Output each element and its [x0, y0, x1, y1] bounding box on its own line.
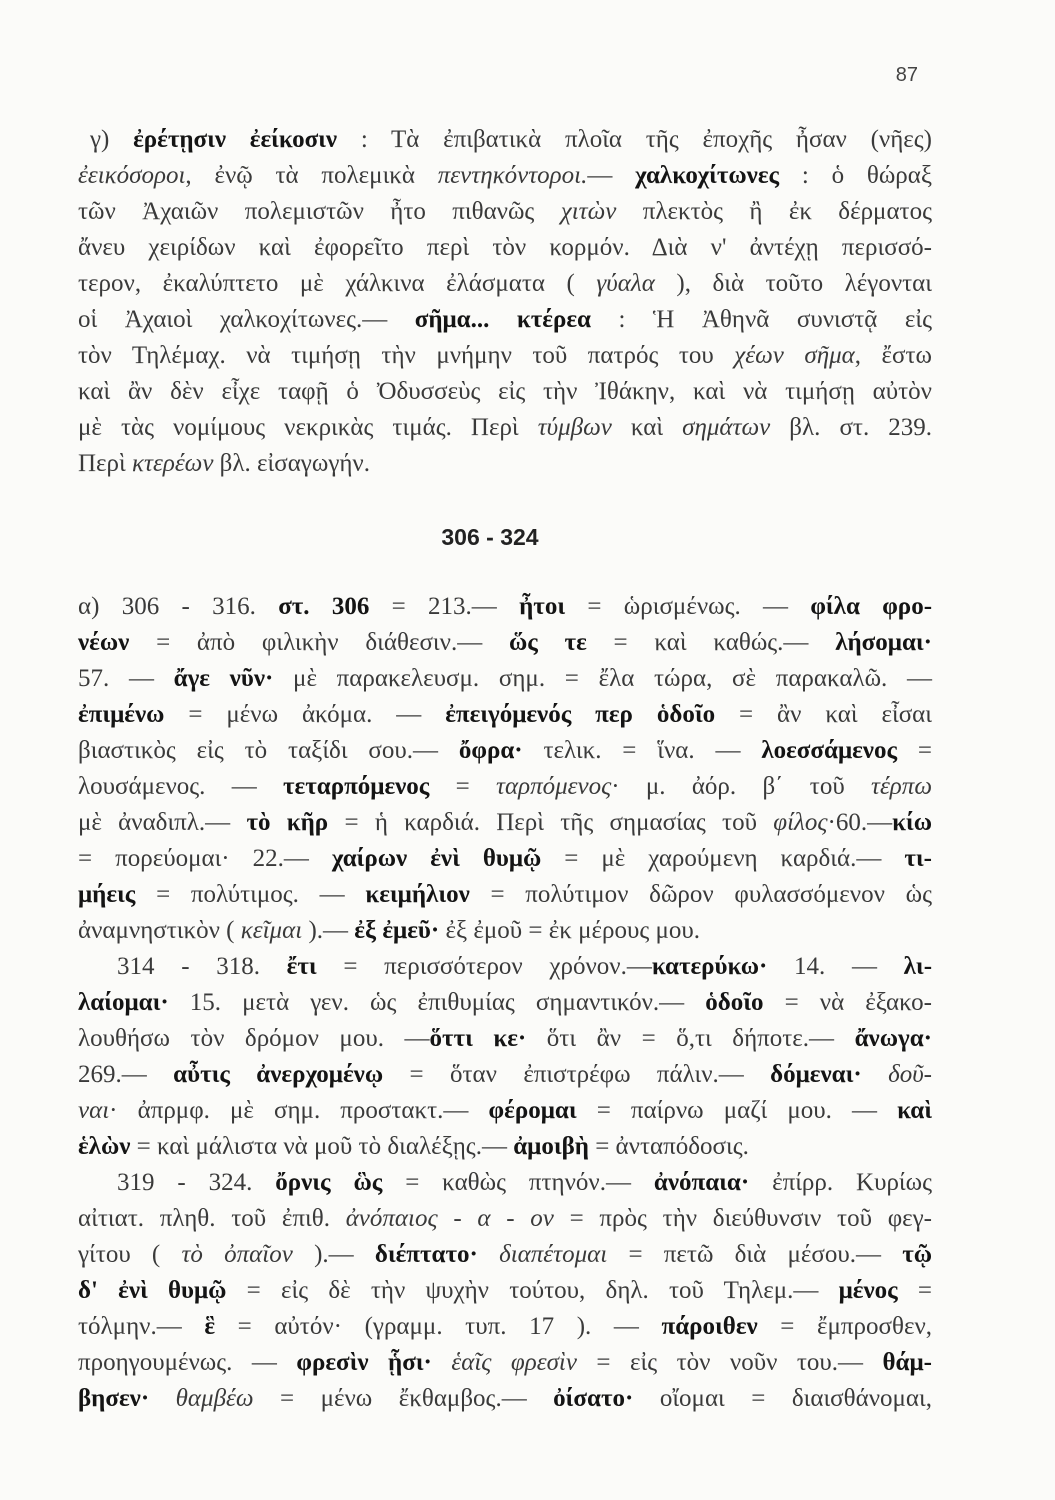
text-run: : Τὰ ἐπιβατικὰ πλοῖα τῆς ἐποχῆς ἦσαν (νῆες) — [337, 126, 932, 153]
text-run: = καθὼς πτηνόν.— — [382, 1169, 654, 1196]
text-line — [78, 446, 932, 482]
text-run: : Ἡ Ἀθηνᾶ συνιστᾷ εἰς — [590, 306, 932, 333]
headword: βησεν· — [78, 1385, 150, 1412]
headword: φέρομαι — [488, 1097, 577, 1124]
headword: δ' ἐνὶ θυμῷ — [78, 1277, 227, 1304]
text-run: βιαστικὸς εἰς τὸ ταξίδι σου.— — [78, 737, 459, 764]
headword: μήεις — [78, 881, 136, 908]
text-run: ἀναμνηστικὸν ( — [78, 917, 241, 944]
text-line — [78, 769, 932, 805]
headword: φίλα φρο- — [810, 593, 933, 620]
headword: τι- — [904, 845, 932, 872]
text-run: = μένω ἔκθαμβος.— — [253, 1385, 554, 1412]
italic-term: ἑαῖς φρεσὶν — [451, 1349, 577, 1376]
headword: σῆμα... κτέρεα — [414, 306, 591, 333]
text-run: — — [587, 162, 636, 189]
headword: λοεσσάμενος — [761, 737, 898, 764]
text-run: = ἡ καρδιά. Περὶ τῆς σημασίας τοῦ — [328, 809, 774, 836]
text-line — [78, 949, 932, 985]
text-line — [78, 374, 932, 410]
text-line — [78, 733, 932, 769]
text-line — [78, 697, 932, 733]
text-run: πλεκτὸς ἢ ἐκ δέρματος — [616, 198, 933, 225]
headword: νέων — [78, 629, 130, 656]
text-run: · μ. ἀόρ. β΄ τοῦ — [611, 773, 871, 800]
headword: ἔτι — [286, 953, 317, 980]
text-run: = ὅταν ἐπιστρέφω πάλιν.— — [383, 1061, 771, 1088]
text-line — [78, 1309, 932, 1345]
text-run: βλ. στ. 239. — [770, 414, 933, 441]
italic-term: χέων σῆμα — [734, 342, 855, 369]
italic-term: σημάτων — [682, 414, 771, 441]
paragraph — [78, 122, 932, 482]
text-run: = καὶ μάλιστα νὰ μοῦ τὸ διαλέξῃς.— — [130, 1133, 514, 1160]
text-run — [432, 1349, 451, 1376]
text-run — [478, 1241, 499, 1268]
text-line — [78, 122, 932, 158]
text-run: 314 - 318. — [117, 953, 287, 980]
text-line — [78, 1237, 932, 1273]
headword: δόμεναι· — [770, 1061, 862, 1088]
text-run: = — [897, 737, 932, 764]
paragraph — [78, 589, 932, 949]
text-run: = μένω ἀκόμα. — — [164, 701, 446, 728]
text-run: τῶν Ἀχαιῶν πολεμιστῶν ἦτο πιθανῶς — [78, 198, 561, 225]
text-line — [78, 230, 932, 266]
text-line — [78, 805, 932, 841]
text-line — [78, 625, 932, 661]
text-run: · ἀπρμφ. μὲ σημ. προστακτ.— — [109, 1097, 489, 1124]
text-run: ).— — [302, 917, 355, 944]
headword: θάμ- — [882, 1349, 932, 1376]
text-run: α) 306 - 316. — [78, 593, 279, 620]
text-run: = ἀπὸ φιλικὴν διάθεσιν.— — [129, 629, 509, 656]
text-line — [78, 1021, 932, 1057]
section-heading: 306 - 324 — [441, 524, 539, 550]
text-run: = περισσότερον χρόνον.— — [316, 953, 652, 980]
italic-term: κτερέων — [132, 450, 214, 477]
headword: λαίομαι· — [78, 989, 169, 1016]
headword: λι- — [903, 953, 933, 980]
text-run: = πολύτιμον δῶρον φυλασσόμενον ὡς — [469, 881, 932, 908]
headword: ἄγε νῦν· — [173, 665, 274, 692]
text-run: μὲ παρακελευσμ. σημ. = ἔλα τώρα, σὲ παρακαλῶ. — — [273, 665, 932, 692]
headword: πάροιθεν — [661, 1313, 758, 1340]
headword: ἐξ ἐμεῦ· — [354, 917, 440, 944]
headword: ἑλὼν — [78, 1133, 131, 1160]
text-line — [78, 841, 932, 877]
text-line — [78, 913, 932, 949]
text-run: τερον, ἐκαλύπτετο μὲ χάλκινα ἐλάσματα ( — [78, 270, 597, 297]
italic-term: πεντηκόντοροι. — [437, 162, 588, 189]
headword: ἐπιμένω — [78, 701, 165, 728]
text-run: βλ. εἰσαγωγήν. — [213, 450, 370, 477]
headword: κίω — [892, 809, 932, 836]
text-run: = παίρνω μαζί μου. — — [576, 1097, 898, 1124]
text-run: = εἰς δὲ τὴν ψυχὴν τούτου, δηλ. τοῦ Τηλεμ.— — [226, 1277, 839, 1304]
text-line — [78, 589, 932, 625]
commentary-notes-top — [78, 122, 932, 482]
text-run: οἱ Ἀχαιοὶ χαλκοχίτωνες.— — [78, 306, 415, 333]
text-run: : ὁ θώραξ — [779, 162, 933, 189]
headword: ἓ — [204, 1313, 215, 1340]
text-run: 14. — — [767, 953, 904, 980]
italic-term: θαμβέω — [175, 1385, 254, 1412]
text-run: καὶ — [611, 414, 683, 441]
paragraph — [78, 949, 932, 1165]
italic-term: ἀνόπαιος - α - ον — [345, 1205, 554, 1232]
text-run: = ἂν καὶ εἶσαι — [715, 701, 932, 728]
italic-term: ταρπόμενος — [496, 773, 612, 800]
text-run: = πετῶ διὰ μέσου.— — [607, 1241, 903, 1268]
headword: ἐπειγόμενός περ ὁδοῖο — [445, 701, 716, 728]
text-run: καὶ ἂν δὲν εἶχε ταφῇ ὁ Ὀδυσσεὺς εἰς τὴν Ἰθάκην, καὶ νὰ τιμήσῃ αὐτὸν — [78, 378, 932, 405]
headword: ὀίσατο· — [553, 1385, 634, 1412]
text-run: μὲ τὰς νομίμους νεκρικὰς τιμάς. Περὶ — [78, 414, 538, 441]
text-line — [78, 1345, 932, 1381]
text-run: ·60.— — [827, 809, 893, 836]
headword: κειμήλιον — [365, 881, 470, 908]
text-run: = πολύτιμος. — — [135, 881, 366, 908]
headword: φρεσὶν ᾗσι· — [296, 1349, 432, 1376]
text-line — [78, 1129, 932, 1165]
headword: ὁδοῖο — [705, 989, 764, 1016]
text-line — [78, 158, 932, 194]
text-line — [78, 661, 932, 697]
text-run: ἐξ ἐμοῦ = ἐκ μέρους μου. — [439, 917, 701, 944]
text-line — [78, 1201, 932, 1237]
text-run: τόλμην.— — [78, 1313, 205, 1340]
text-run: μὲ ἀναδιπλ.— — [78, 809, 247, 836]
text-run: = αὐτόν· (γραμμ. τυπ. 17 ). — — [215, 1313, 662, 1340]
text-run: = πορεύομαι· 22.— — [78, 845, 332, 872]
italic-term: τέρπω — [871, 773, 932, 800]
text-run: = καὶ καθώς.— — [586, 629, 836, 656]
italic-term: τὸ ὀπαῖον — [181, 1241, 293, 1268]
text-run: = πρὸς τὴν διεύθυνσιν τοῦ φεγ- — [553, 1205, 932, 1232]
headword: χαλκοχίτωνες — [635, 162, 780, 189]
headword: τῷ — [902, 1241, 932, 1268]
headword: ἦτοι — [519, 593, 566, 620]
text-run: οἴομαι = διαισθάνομαι, — [633, 1385, 932, 1412]
text-line — [78, 302, 932, 338]
text-run: λουθήσω τὸν δρόμον μου. — — [78, 1025, 430, 1052]
text-run: , ἔστω — [854, 342, 932, 369]
italic-term: ἐεικόσοροι — [78, 162, 186, 189]
text-run: γίτου ( — [78, 1241, 182, 1268]
text-line — [78, 877, 932, 913]
italic-term: τύμβων — [537, 414, 612, 441]
text-run: = εἰς τὸν νοῦν του.— — [576, 1349, 883, 1376]
headword: ἐρέτῃσιν ἐείκοσιν — [133, 126, 338, 153]
text-run: τελικ. = ἵνα. — — [522, 737, 762, 764]
text-run: = μὲ χαρούμενη καρδιά.— — [541, 845, 905, 872]
headword: αὖτις ἀνερχομένῳ — [173, 1061, 384, 1088]
headword: διέπτατο· — [374, 1241, 478, 1268]
headword: στ. 306 — [278, 593, 370, 620]
text-run: = ἔμπροσθεν, — [757, 1313, 933, 1340]
text-run: = ἀνταπόδοσις. — [588, 1133, 749, 1160]
text-line — [78, 1381, 932, 1417]
headword: ὥς τε — [508, 629, 587, 656]
text-run: = — [429, 773, 497, 800]
text-run: = — [897, 1277, 932, 1304]
text-line — [78, 1273, 932, 1309]
text-line — [78, 338, 932, 374]
commentary-notes-306-324 — [78, 589, 932, 1417]
text-line — [78, 985, 932, 1021]
text-run: 57. — — [78, 665, 174, 692]
text-line — [78, 266, 932, 302]
text-line — [78, 410, 932, 446]
headword: λήσομαι· — [835, 629, 932, 656]
italic-term: ναι — [78, 1097, 110, 1124]
headword: ἄνωγα· — [854, 1025, 932, 1052]
text-run: ὅτι ἂν = ὅ,τι δήποτε.— — [526, 1025, 855, 1052]
italic-term: γύαλα — [596, 270, 655, 297]
text-run: 15. μετὰ γεν. ὡς ἐπιθυμίας σημαντικόν.— — [168, 989, 706, 1016]
text-line — [78, 1093, 932, 1129]
text-run: , ἐνῷ τὰ πολεμικὰ — [185, 162, 438, 189]
italic-term: φίλος — [773, 809, 828, 836]
text-run — [149, 1385, 175, 1412]
italic-term: χιτὼν — [560, 198, 617, 225]
text-run: γ) — [90, 126, 134, 153]
text-run: 319 - 324. — [117, 1169, 276, 1196]
italic-term: δοῦ- — [888, 1061, 932, 1088]
text-run: λουσάμενος. — — [78, 773, 284, 800]
italic-term: κεῖμαι — [240, 917, 303, 944]
text-line — [78, 1165, 932, 1201]
headword: ἀμοιβὴ — [513, 1133, 589, 1160]
headword: μένος — [838, 1277, 898, 1304]
page-number: 87 — [895, 64, 918, 86]
headword: ὄφρα· — [458, 737, 523, 764]
text-run: αἰτιατ. πληθ. τοῦ ἐπιθ. — [78, 1205, 346, 1232]
text-run: Περὶ — [78, 450, 133, 477]
text-run: = νὰ ἐξακο- — [763, 989, 932, 1016]
headword: τεταρπόμενος — [283, 773, 430, 800]
text-run: προηγουμένως. — — [78, 1349, 297, 1376]
text-run: ἐπίρρ. Κυρίως — [749, 1169, 932, 1196]
text-run: = ὡρισμένως. — — [565, 593, 811, 620]
text-run: ).— — [292, 1241, 375, 1268]
headword: καὶ — [897, 1097, 933, 1124]
headword: ἀνόπαια· — [653, 1169, 750, 1196]
headword: τὸ κῆρ — [246, 809, 329, 836]
text-run: 269.— — [78, 1061, 174, 1088]
headword: ὄρνις ὣς — [275, 1169, 383, 1196]
text-run — [862, 1061, 888, 1088]
text-line — [78, 1057, 932, 1093]
text-run: = 213.— — [369, 593, 520, 620]
text-run: ), διὰ τοῦτο λέγονται — [654, 270, 932, 297]
headword: ὅττι κε· — [429, 1025, 527, 1052]
text-run: ἄνευ χειρίδων καὶ ἐφορεῖτο περὶ τὸν κορμόν. Διὰ ν' ἀντέχῃ περισσό- — [78, 234, 932, 261]
italic-term: διαπέτομαι — [499, 1241, 608, 1268]
headword: χαίρων ἐνὶ θυμῷ — [331, 845, 542, 872]
headword: κατερύκω· — [651, 953, 768, 980]
paragraph — [78, 1165, 932, 1417]
text-line — [78, 194, 932, 230]
text-run: τὸν Τηλέμαχ. νὰ τιμήσῃ τὴν μνήμην τοῦ πατρός του — [78, 342, 735, 369]
